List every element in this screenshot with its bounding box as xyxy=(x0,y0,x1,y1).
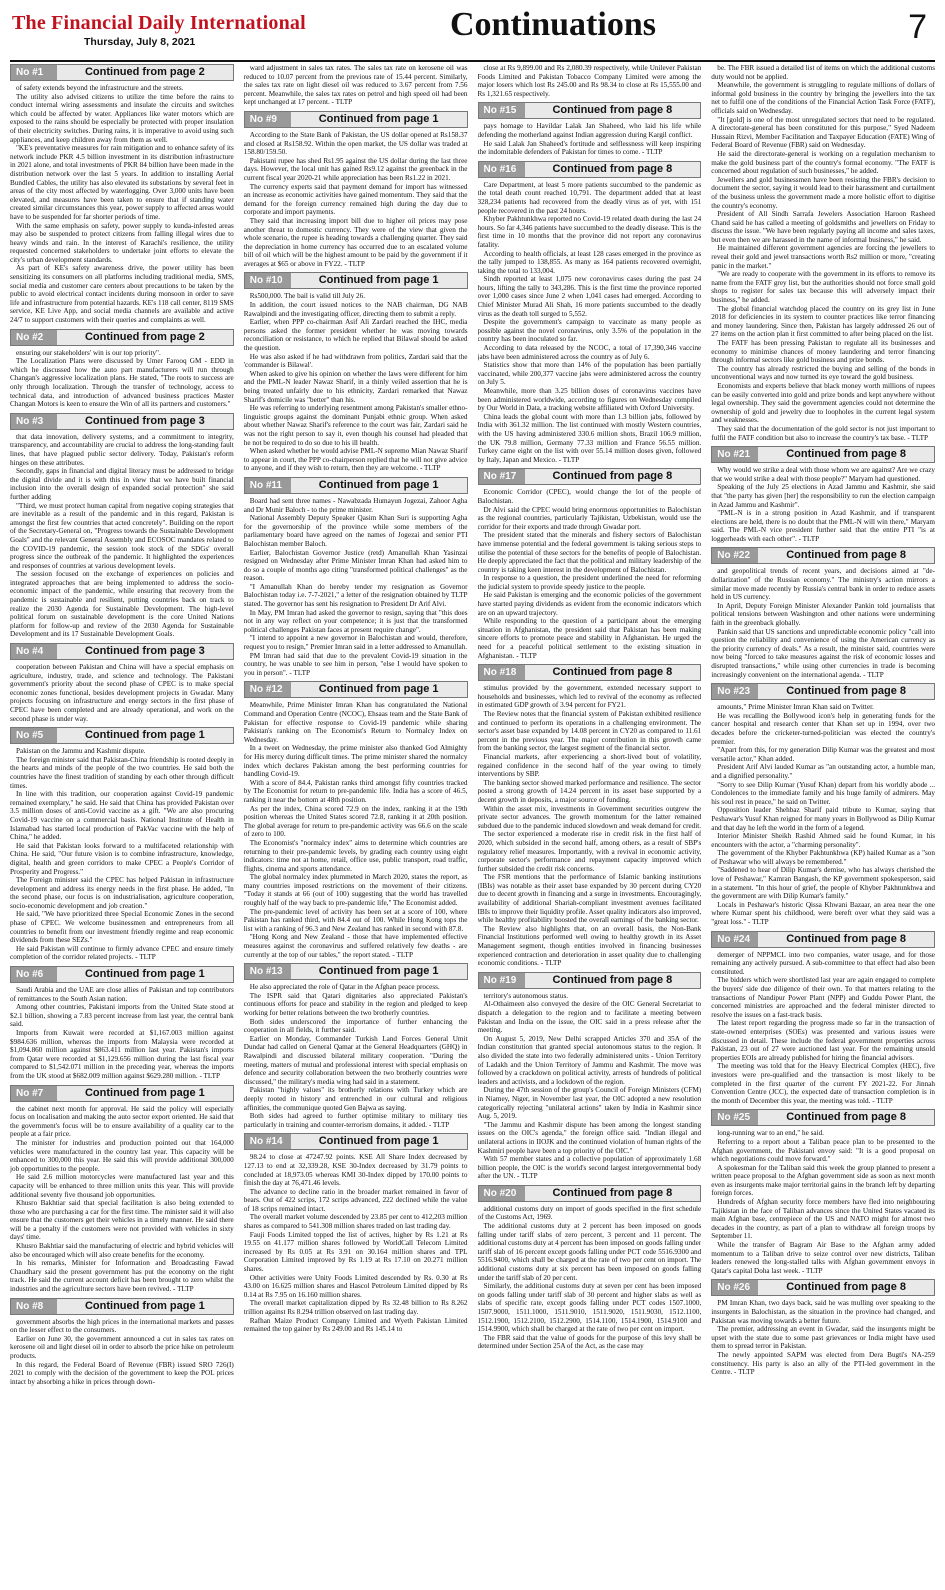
story-paragraph: Care Department, at least 5 more patients succumbed to the pandemic as the total death count reached 10,791. The department added that at least 328,234 patients had recovered from the deadly virus as of yet, with 151 people recovered in the past 24 hours. xyxy=(477,180,702,215)
continued-from-label: Continued from page 8 xyxy=(786,1111,907,1124)
story-paragraph: The meeting was told that for the Heavy Electrical Complex (HEC), five investors were pre-qualified and the transaction is most likely to be completed in the first quarter of the current FY 2021-22. For Jinnah Convention Centre (JCC), the expected date of transaction completion is in the month of December this year, the meeting was told. - TLTP xyxy=(711,1062,935,1105)
page-header xyxy=(10,6,935,62)
story xyxy=(711,1109,935,1275)
story-paragraph: In this regard, the Federal Board of Revenue (FBR) issued SRO 726(I) 2021 to comply with the decision of the government to keep the POL prices intact by absorbing a hike in prices through down- xyxy=(10,1360,234,1386)
continued-from-label: Continued from page 8 xyxy=(552,162,673,175)
story xyxy=(244,64,468,107)
story-number: No #2 xyxy=(11,330,57,345)
story-paragraph: stimulus provided by the government, extended necessary support to households and businesses, which led to revival of the economy as reflected in estimated GDP growth of 3.94 percent for FY21. xyxy=(477,684,702,710)
continued-from-label: Continued from page 1 xyxy=(84,1299,205,1312)
story-number: No #9 xyxy=(245,112,291,127)
story-paragraph: "The Jammu and Kashmir dispute has been among the longest standing issues on the OIC's agenda," the foreign office said. "Indian illegal and unilateral actions in IIOJK and the continued violation of human rights of the Kashmiri people have been a top priority of the OIC." xyxy=(477,1120,702,1155)
story-paragraph: He said 2.6 million motorcycles were manufactured last year and this capacity will be enhanced to three million units this year. This will provide additional seventy five thousand job opportunities. xyxy=(10,1173,234,1199)
continued-from-label: Continued from page 1 xyxy=(84,729,205,742)
story-header xyxy=(10,413,234,430)
story xyxy=(478,468,702,660)
story-number: No #1 xyxy=(11,65,57,80)
continued-from-label: Continued from page 8 xyxy=(786,932,907,945)
story xyxy=(244,111,468,269)
story-number: No #11 xyxy=(245,478,291,493)
story-paragraph: Pakistan on the Jammu and Kashmir dispute. xyxy=(16,747,146,756)
story xyxy=(478,1185,702,1351)
story xyxy=(10,966,234,1081)
story-paragraph: be. The FBR issued a detailed list of items on which the additional customs duty would not be applied. xyxy=(711,64,935,81)
story-header xyxy=(711,446,935,463)
story-paragraph: Both sides had agreed to further optimise military to military ties particularly in training and counter-terrorism domains, it added. - TLTP xyxy=(243,1112,468,1129)
continued-from-label: Continued from page 1 xyxy=(318,112,439,125)
story-paragraph: Both sides underscored the importance of further enhancing the cooperation in all fields, it further said. xyxy=(243,1017,468,1035)
story-number: No #12 xyxy=(245,682,291,697)
story-paragraph: As per the index, China scored 72.9 on the index, ranking it at the 19th position whereas the United States scored 72.8, ranking it at 20th position. The global average for return to pre-pandemic activity was 66.6 on the scale of zero to 100. xyxy=(243,804,468,839)
story xyxy=(10,1298,234,1387)
story-paragraph: Pakistan "highly values" its brotherly relations with Turkey which are deeply rooted in history and entrenched in our cultural and religious affinities, the communique quoted Gen Bajwa as saying. xyxy=(243,1086,468,1112)
story-paragraph: ward adjustment in sales tax rates. The sales tax rate on kerosene oil was reduced to 10.07 percent from the previous rate of 15.44 percent. Similarly, the sales tax rate on light diesel oil was reduced to 3.67 percent from 7.56 percent. Meanwhile, the sales tax rates on petrol and high speed oil had been kept unchanged at 17 percent. - TLTP xyxy=(243,64,468,107)
story-paragraph: Earlier, when PPP co-chairman Asif Ali Zardari reached the IHC, media persons asked the former president whether he was moving towards reconciliation or resistance, to which he replied that Bilawal should be asked the question. xyxy=(243,318,468,353)
story-number: No #24 xyxy=(712,932,758,947)
story-paragraph: According to the State Bank of Pakistan, the US dollar opened at Rs158.37 and closed at Rs158.92. Within the open market, the US dollar was traded at 158.80/159.50. xyxy=(243,130,468,157)
story-header xyxy=(478,1185,702,1202)
story-header xyxy=(711,1109,935,1126)
story-header xyxy=(10,727,234,744)
story-paragraph: The bidders which were shortlisted last year are again engaged to complete the buyers' side due diligence of their own. To that matters relating to the transactions of Nandipur Power Plant (NPP) and Guddu Power Plant, the concerned ministries are approached and the federal minister directed to resolve the issues on a fast-track basis. xyxy=(711,976,935,1019)
story-paragraph: President Arif Alvi lauded Kumar as "an outstanding actor, a humble man, and a dignified personality." xyxy=(711,763,935,780)
story xyxy=(10,1085,234,1294)
story-paragraph: Rs500,000. The bail is valid till July 26. xyxy=(249,292,366,301)
masthead: The Financial Daily International xyxy=(12,12,306,34)
story-number: No #3 xyxy=(11,414,57,429)
story-paragraph: The overall market capitalization dipped by Rs 32.48 billion to Rs 8.262 trillion against Rs 8.294 trillion observed on last trading day. xyxy=(243,1299,468,1316)
continued-from-label: Continued from page 8 xyxy=(786,448,907,461)
story-paragraph: that data innovation, delivery systems, and a commitment to integrity, transparency, and accountability are crucial to address the long-standing fault lines, that have plagued public sector delivery. Today, Pakistan's reform hinges on these attributes. xyxy=(10,432,234,467)
story-paragraph: He also appreciated the role of Qatar in the Afghan peace process. xyxy=(249,983,440,992)
column-4 xyxy=(711,64,935,1584)
story-paragraph: The Review notes that the financial system of Pakistan exhibited resilience and continued to perform its operations in a challenging environment. The sector's asset base expanded by 14.08 percent in CY20 as compared to 11.61 percent in the previous year. The major contribution in this growth came from the banking sector, the largest segment of the financial sector. xyxy=(477,710,702,753)
story-paragraph: amounts," Prime Minister Imran Khan said on Twitter. xyxy=(717,703,874,712)
story-paragraph: Interior Minister Sheikh Rashid Ahmed said he found Kumar, in his encounters with the actor, a "charming personality". xyxy=(711,832,935,849)
story-header xyxy=(478,468,702,485)
story-number: No #7 xyxy=(11,1086,57,1101)
continued-from-label: Continued from page 1 xyxy=(318,683,439,696)
story-paragraph: The government of the Khyber Pakhtunkhwa (KP) hailed Kumar as a "son of Peshawar who will always be remembered." xyxy=(711,849,935,866)
story-header xyxy=(10,643,234,660)
story-paragraph: The latest report regarding the progress made so far in the transaction of state-owned enterprises (SOEs) was presented and various issues were discussed in detail. These include the federal government properties across Pakistan, 23 out of 27 were auctioned last year. For the remaining unsold properties EOIs are already published for hiring the financial advisors. xyxy=(711,1019,935,1062)
story-paragraph: Khusro Bakhtiar said the manufacturing of electric and hybrid vehicles will also be encouraged which will also create benefits for the economy. xyxy=(10,1242,234,1259)
story xyxy=(711,446,935,543)
story-header xyxy=(10,329,234,346)
story-paragraph: "We are ready to cooperate with the government in its efforts to remove its name from the FATF grey list, but the authorities should not force small gold shops to register for sales tax because this will adversely impact their business," he added. xyxy=(711,270,935,305)
story xyxy=(711,683,935,926)
story xyxy=(244,963,468,1129)
story-paragraph: The overall market volume descended by 23.85 per cent to 412,203 million shares as compared to 541.308 million shares traded on last trading day. xyxy=(243,1213,468,1231)
story-paragraph: Referring to a report about a Taliban peace plan to be presented to the Afghan government, the Pakistani envoy said: "It is a good proposal on which negotiations could move forward." xyxy=(711,1137,935,1164)
continued-from-label: Continued from page 1 xyxy=(84,1086,205,1099)
story-header xyxy=(244,111,468,128)
story xyxy=(478,102,702,156)
story-paragraph: Khyber Pakhtunkhwa reported no Covid-19 related death during the last 24 hours. So far 4,346 patients have succumbed to the deadly disease. This is the first time in 10 months that the province did not report any coronavirus fatality. xyxy=(477,215,702,249)
story-paragraph: He said Pakistan is emerging and the economic policies of the government have started paying dividends as evident from the economic indicators which are on an upward trajectory. xyxy=(477,591,702,617)
story-paragraph: Rafhan Maize Product Company Limited and Wyeth Pakistan Limited remained the top gainer by Rs 249.00 and Rs 145.14 to xyxy=(243,1316,468,1334)
story-header xyxy=(711,931,935,948)
story-paragraph: National Assembly Deputy Speaker Qasim Khan Suri is supporting Agha for the governorship of the province while some members of the parliamentary board have agreed on the names of Jogezai and senior PTI Balochistan member Baloch. xyxy=(243,514,468,548)
story-number: No #6 xyxy=(11,967,57,982)
story-paragraph: Hundreds of Afghan security force members have fled into neighbouring Tajikistan in the face of Taliban advances since the United States vacated its main Afghan base, centrepiece of the US and NATO might for almost two decades in the country, as part of a plan to withdraw all foreign troops by September 11. xyxy=(711,1198,935,1241)
story-paragraph: The premier, addressing an event in Gwadar, said the insurgents might be upset with the state due to some past grievances or India might have used them to spread terror in Pakistan. xyxy=(711,1325,935,1351)
story-number: No #8 xyxy=(11,1299,57,1314)
story-number: No #13 xyxy=(245,964,291,979)
story-paragraph: The Localization Plans were discussed by Umer Farooq GM - EDD in which he discussed how the auto part manufacturers will run through Changan's aggressive localization plans. He stated, "The roots to success are only through localization. Through the transfer of technology, access to technical data, and introduction of advanced business practices Master Changan Motors is keen to ensure the Win of all its partners and customers." xyxy=(10,357,234,409)
story-paragraph: According to health officials, at least 128 cases emerged in the province as the tally jumped to 138,855. As many as 164 patients recovered overnight, taking the total to 133,004. xyxy=(477,249,702,275)
story-paragraph: They said that the documentation of the gold sector is not just important to fulfil the FATF condition but also to increase the country's tax base. - TLTP xyxy=(711,424,935,442)
story-paragraph: The Review also highlights that, on an overall basis, the Non-Bank Financial Institutions performed well owing to healthy growth in its Asset Management segment, though entities involved in financing businesses experienced contraction and deterioration in asset quality due to challenging economic conditions. - TLTP xyxy=(477,924,702,968)
story-paragraph: demerger of NPPMCL into two companies, water usage, and for those remaining any actively pursued. A sub-committee to that effect had also been constituted. xyxy=(711,950,935,976)
story-paragraph: PM Imran Khan, two days back, said he was mulling over speaking to the insurgents in Balochistan, as the situation in the province had changed, and Pakistan was moving towards a better future. xyxy=(711,1299,935,1325)
story-paragraph: Economists and experts believe that black money worth millions of rupees can be easily converted into gold and prize bonds and kept anywhere without legal ownership. They said the government agencies could not determine the ownership of gold and jewelry due to loopholes in the current legal system and weaknesses. xyxy=(711,381,935,425)
story-paragraph: Despite the government's campaign to vaccinate as many people as possible against the novel coronavirus, only 3.5% of the population in the country has been inoculated so far. xyxy=(477,318,702,344)
story-number: No #5 xyxy=(11,728,57,743)
story-header xyxy=(244,272,468,289)
story-header xyxy=(10,1085,234,1102)
story-paragraph: government absorbs the high prices in the international markets and passes on the lesser effect to the consumers. xyxy=(10,1317,234,1335)
story-paragraph: "It [gold] is one of the most unregulated sectors that need to be regulated. A directorate-general has been constituted for this purpose," Syed Nadeem Hussain Rizvi, Member Facilitation and Taxpayer Education (FATE) Wing of Federal Board of Revenue (FBR) said on Wednesday. xyxy=(711,115,935,150)
article-columns xyxy=(10,64,935,1584)
story-paragraph: Economic Corridor (CPEC), would change the lot of the people of Balochistan. xyxy=(477,488,702,505)
continued-from-label: Continued from page 8 xyxy=(552,1186,673,1199)
story-header xyxy=(711,1279,935,1296)
column-1 xyxy=(10,64,234,1584)
story-paragraph: Earlier on Monday, Commander Turkish Land Forces General Umit Dundar had called on General Qamar at the General Headquarters (GHQ) in Rawalpindi and discussed bilateral military cooperation. "During the meeting, matters of mutual and professional interest with special emphasis on defence and security collaboration between the two brotherly countries were discussed," the military's media wing had said in a statement. xyxy=(243,1034,468,1086)
story-header xyxy=(244,681,468,698)
story-paragraph: "Third, we must protect human capital from negative coping strategies that are inevitable as a result of the pandemic and in this regard, Pakistan is amongst the first few countries that acted concretely". Building on the report of the Secretary-General on, "Progress towards the Sustainable Development Goals" and the relevant General Assembly and ECOSOC mandates related to the COVID-19 pandemic, the session took stock of the SDGs' overall progress since the outbreak of the pandemic. It highlighted the experiences and responses of countries at various development levels. xyxy=(10,501,234,570)
column-3 xyxy=(478,64,702,1584)
story xyxy=(244,272,468,472)
story-paragraph: Earlier, Balochistan Governor Justice (retd) Amanullah Khan Yasinzai resigned on Wednesday after Prime Minister Imran Khan had asked him to do so a couple of months ago citing "transformed political challenges" as the reason. xyxy=(243,548,468,583)
story xyxy=(711,931,935,1106)
story-paragraph: On August 5, 2019, New Delhi scrapped Articles 370 and 35A of the Indian constitution that granted special autonomous status to the region. It also divided the state into two federally administered units - Union Territory of Ladakh and the Union Territory of Jammu and Kashmir. The move was followed by a crackdown on political activity, arrests of hundreds of political leaders and activists, and a lockdown of the region. xyxy=(477,1034,702,1086)
story-paragraph: He said Lalak Jan Shaheed's fortitude and selflessness will keep inspiring the indomitable defenders of Pakistan for times to come. - TLTP xyxy=(477,139,702,157)
story-paragraph: In April, Deputy Foreign Minister Alexander Pankin told journalists that political tensions between Washington and other nations were undermining faith in the greenback globally. xyxy=(711,601,935,628)
continued-from-label: Continued from page 1 xyxy=(84,968,205,981)
continued-from-label: Continued from page 8 xyxy=(552,470,673,483)
story-paragraph: The ISPR said that Qatari dignitaries also appreciated Pakistan's continuous efforts for peace and stability in the region and pledged to keep working for better relations between the two brotherly countries. xyxy=(243,991,468,1017)
story-number: No #15 xyxy=(479,103,525,118)
continued-from-label: Continued from page 1 xyxy=(318,478,439,491)
story-paragraph: While responding to the question of a participant about the emerging situation in Afghanistan, the president said that Pakistan has been making sincere efforts to promote peace and stability in Afghanistan. He urged the need for a peaceful political settlement to the existing situation in Afghanistan. - TLTP xyxy=(477,617,702,660)
story xyxy=(711,1279,935,1376)
story-paragraph: He said, "We have prioritized three Special Economic Zones in the second phase of CPEC. We welcome businessmen and entrepreneurs from all countries to benefit from our investment friendly regime and reap economic dividends from these SEZs." xyxy=(10,910,234,945)
story-header xyxy=(478,161,702,178)
story-number: No #20 xyxy=(479,1186,525,1201)
column-2 xyxy=(244,64,468,1584)
story-header xyxy=(478,102,702,119)
story-paragraph: According to data released by the NCOC, a total of 17,390,346 vaccine jabs have been administered across the country as of July 6. xyxy=(477,344,702,361)
story-paragraph: The FBR said that the value of goods for the purpose of this levy shall be determined under Section 25A of the Act, as the case may xyxy=(477,1333,702,1351)
story-paragraph: The global financial watchdog placed the country on its grey list in June 2018 for deficiencies in its system to counter practices like terror financing and money laundering. Since then, Pakistan has largely addressed 26 out of 27 items on the action plan it first committed to after being placed on the list. xyxy=(711,304,935,339)
story-paragraph: Dr Alvi said the CPEC would bring enormous opportunities to Balochistan as the regional countries, particularly Tajikistan, Uzbekistan, would use the corridor for their exports and trade through Gwadar port. xyxy=(477,505,702,531)
continued-from-label: Continued from page 8 xyxy=(552,973,673,986)
story-paragraph: Fauji Foods Limited topped the list of actives, higher by Rs 1.21 at Rs 19.55 on 41.177 million shares followed by WorldCall Telecom Limited increased by Rs 0.05 at Rs 3.91 on 30.164 million shares and TPL Corporation Limited improved by Rs 1.19 at Rs 17.10 on 20.271 million shares. xyxy=(243,1230,468,1274)
story-paragraph: "PML-N is in a strong position in Azad Kashmir, and if transparent elections are held, there is no doubt that the PML-N will win there," Maryam said. The PML-N vice president further said that the entire PTI "is at loggerheads with each other". - TLTP xyxy=(711,509,935,543)
story-paragraph: In his remarks, Minister for Information and Broadcasting Fawad Chaudhary said the present government has put the economy on the right track. He said the current account deficit has been brought to zero whilst the industries and the agriculture sectors have been revived. - TLTP xyxy=(10,1259,234,1294)
story-header xyxy=(244,963,468,980)
continued-from-label: Continued from page 1 xyxy=(318,274,439,287)
story-header xyxy=(10,1298,234,1315)
story xyxy=(711,64,935,442)
story-paragraph: Meanwhile, the government is struggling to regulate millions of dollars of informal gold business in the country by bringing the jewellers into the tax net to fulfil one of the conditions of the Financial Action Task Force (FATF), officials said on Wednesday. xyxy=(711,81,935,115)
story-paragraph: Meanwhile, Prime Minister Imran Khan has congratulated the National Command and Operation Centre (NCOC), Ehsaas team and the State Bank of Pakistan for effective response to Covid-19 pandemic while sharing Pakistan's ranking on The Economist's Return to Normalcy Index on Wednesday. xyxy=(243,701,468,744)
story xyxy=(10,727,234,962)
story-paragraph: Statistics show that more than 14% of the population has been partially vaccinated, while 200,377 vaccine jabs were administered across the country on July 5. xyxy=(477,361,702,387)
story-paragraph: He maintained different government agencies are forcing the jewellers to reveal their gold and jewel transactions worth Rs2 million or more, "creating panic in the market." xyxy=(711,244,935,270)
story-paragraph: ensuring our stakeholders' win is our top priority". xyxy=(16,348,161,357)
story-header xyxy=(478,972,702,989)
story xyxy=(478,972,702,1181)
story-paragraph: In line with this tradition, our cooperation against Covid-19 pandemic remained exemplary," he said. He said that China has provided Pakistan over 3.5 million doses of anti-Covid vaccine as a gift. "We are also procuring Covid-19 vaccine on a commercial basis. National Institute of Health in Islamabad has started local production of PakVac vaccine with the help of China," he added. xyxy=(10,790,234,842)
story xyxy=(478,664,702,968)
story-paragraph: When asked whether he would advise PML-N supremo Mian Nawaz Sharif to appear in court, the PPP co-chairperson replied that he will not give advice to anyone, and if they wish to return, then they are welcome. - TLTP xyxy=(243,447,468,473)
story-paragraph: Saudi Arabia and the UAE are close allies of Pakistan and top contributors of remittances to the South Asian nation. xyxy=(10,986,234,1003)
story-paragraph: Meanwhile, more than 3.25 billion doses of coronavirus vaccines have been administered worldwide, according to figures on Wednesday compiled by Our World in Data, a tracking website affiliated with Oxford University. xyxy=(477,387,702,413)
story-paragraph: close at Rs 9,899.00 and Rs 2,080.39 respectively, while Unilever Pakistan Foods Limited and Pakistan Tobacco Company Limited were among the major losers which lost Rs 245.00 and Rs 98.34 to close at Rs 15,555.00 and Rs 1,321.65 respectively. xyxy=(477,64,702,98)
story-paragraph: Imports from Kuwait were recorded at $1,167.003 million against $984.636 million, whereas the imports from Malaysia were recorded at $1,094.860 million against $863.411 million last year. Pakistan's imports from Qatar were recorded at $1,129.656 million during the last fiscal year compared to $1,542.071 million in the preceding year, whereas the imports from the UK stood at $682.009 million against $629.280 million. - TLTP xyxy=(10,1029,234,1080)
story-paragraph: additional customs duty on import of goods specified in the first schedule of the Customs Act, 1969. xyxy=(477,1204,702,1222)
story-paragraph: Sindh reported at least 1,075 new coronavirus cases during the past 24 hours, lifting the tally to 343,286. This is the first time the province reported over 1,000 cases since June 2 when 1,041 cases had emerged. According to Chief Minister Murad Ali Shah, 16 more patients succumbed to the deadly virus as the death toll surged to 5,552. xyxy=(477,275,702,318)
story xyxy=(711,547,935,679)
story-paragraph: "I Amanullah Khan do hereby tender my resignation as Governor Balochistan today i.e. 7-7-2021," a letter of the resignation obtained by TLTP stated. The governor has sent his resignation to President Dr Arif Alvi. xyxy=(243,582,468,609)
story-paragraph: Similarly, the additional customs duty at seven per cent has been imposed on goods falling under tariff slab of 30 percent and higher slabs as well as slabs of specific rate, except goods falling under PCT codes 1507.1000, 1507.9000, 1511.1000, 1511.9010, 1511.9020, 1511.9030, 1512.1100, 1512.1900, 1512.2100, 1512.2900, 1514.1100, 1514.1900, 1514.9100 and 1514.9900, which shall be charged at the rate of two per cent on import. xyxy=(477,1282,702,1334)
story-number: No #17 xyxy=(479,469,525,484)
story-paragraph: The Foreign minister said the CPEC has helped Pakistan in infrastructure development and address its energy needs in the first phase. He added, "In the second phase, our focus is on industrialisation, agriculture cooperation, socio-economic development and job creation." xyxy=(10,876,234,910)
story-paragraph: The president stated that the minerals and fishery sectors of Balochistan have immense potential and the federal government is taking serious steps to utilise the potential of these sectors for the benefits of people of Balochistan. He deeply appreciated the fact that the political and military leadership of the country is taking keen interest in the development of Balochistan. xyxy=(477,531,702,574)
continued-from-label: Continued from page 3 xyxy=(84,414,205,427)
story-paragraph: China leads the global count with more than 1.3 billion jabs, followed by India with 361.32 million. The list continued with mostly Western countries, with the US having administered 330.6 million shots, Brazil 106.9 million, the UK 79.8 million, Germany 77.33 million and France 56.55 million. Turkey came eight on the list with over 55.14 million doses given, followed by Italy, Japan and Mexico. - TLTP xyxy=(477,412,702,464)
story xyxy=(10,643,234,723)
story-paragraph: Secondly, gaps in financial and digital literacy must be addressed to bridge the digital divide and it is with this in view that we have built financial inclusion into the overall design of expanded social protection" she said further adding xyxy=(10,467,234,501)
story-paragraph: The global normalcy index plummeted in March 2020, states the report, as many countries imposed restrictions on the movement of their citizens. "Today it stands at 66 (out of 100) suggesting that the world has travelled roughly half of the way back to pre-pandemic life," The Economist added. xyxy=(243,873,468,908)
story-number: No #18 xyxy=(479,665,525,680)
story-paragraph: Khusro Bakhtiar said that special facilitation is also being extended to those who are purchasing a car for the first time. The minister said it will also ensure that the customers get their vehicles in a timely manner. He said there will be a penalty if the customers were not provided with vehicles in sixty days' time. xyxy=(10,1199,234,1242)
continued-from-label: Continued from page 8 xyxy=(786,1281,907,1294)
story-header xyxy=(478,664,702,681)
continued-from-label: Continued from page 8 xyxy=(552,104,673,117)
story-number: No #10 xyxy=(245,273,291,288)
story-paragraph: While the transfer of Bagram Air Base to the Afghan army added momentum to a Taliban drive to seize control over new districts, Taliban leaders renewed the long-stalled talks with Afghan government envoys in Qatar's capital Doha last week. - TLTP xyxy=(711,1241,935,1275)
story-paragraph: Locals in Peshawar's historic Qissa Khwani Bazaar, an area near the one where Kumar spent his childhood, were bereft over what they said was a "great loss." - TLTP xyxy=(711,900,935,927)
continued-from-label: Continued from page 2 xyxy=(84,330,205,343)
story-paragraph: The Economist's "normalcy index" aims to determine which countries are returning to their pre-pandemic levels, by grading each country using eight indicators: time not at home, retail, office use, public transport, road traffic, flights, cinema and sports attendance. xyxy=(243,838,468,873)
story-paragraph: Earlier on June 30, the government announced a cut in sales tax rates on kerosene oil and light diesel oil in order to absorb the price hike on petroleum products. xyxy=(10,1334,234,1360)
story-paragraph: Opposition leader Shehbaz Sharif paid tribute to Kumar, saying that Peshawar's Yusuf Khan reigned for many years in Bollywood as Dilip Kumar and that day he left the world in the form of a legend. xyxy=(711,806,935,832)
story-number: No #16 xyxy=(479,162,525,177)
story xyxy=(478,161,702,465)
story-header xyxy=(711,683,935,700)
story xyxy=(10,413,234,639)
continued-from-label: Continued from page 8 xyxy=(786,685,907,698)
story-paragraph: The currency experts said that payment demand for import has witnessed an increase as economic activities have gained momentum. They said that the demand for the foreign currency remained high during the day due to corporate and import payments. xyxy=(243,182,468,217)
story-number: No #23 xyxy=(712,684,758,699)
story-paragraph: 98.24 to close at 47247.92 points. KSE All Share Index decreased by 127.13 to end at 32,339.28, KSE 30-Index decreased by 31.79 points to concluded at 18,973.05 whereas KMI 30-Index dipped by 170.00 points to finish the day at 76,471.46 levels. xyxy=(243,1153,468,1188)
story-paragraph: The sector experienced a moderate rise in credit risk in the first half of 2020, which subsided in the second half, among others, as a result of SBP's regulatory relief measures. Importantly, with a revival in economic activity, corporate sector's performance and repayment capacity improved which further subsided the credit risk concerns. xyxy=(477,830,702,873)
story-number: No #26 xyxy=(712,1280,758,1295)
continued-from-label: Continued from page 3 xyxy=(84,645,205,658)
story-paragraph: He said the directorate-general is working on a regulation mechanism to make the gold business part of the country's formal economy. "The FATF is concerned about regulation of such businesses," he added. xyxy=(711,149,935,176)
story-number: No #25 xyxy=(712,1110,758,1125)
story-paragraph: The additional customs duty at 2 percent has been imposed on goods falling under tariff slabs of zero percent, 3 percent and 11 percent. The additional customs duty at 4 percent has been imposed on goods falling under tariff slab of 16 percent except goods falling under PCT code 5516.9300 and 5516.9400, which shall be charged at the rate of two per cent on import. The additional customs duty at six percent has been imposed on goods falling under the tariff slab of 20 per cent. xyxy=(477,1222,702,1282)
story-paragraph: Within the asset mix, investments in Government securities outgrew the private sector advances. The growth momentum for the latter remained subdued due to the pandemic induced slowdown and weak demand for credit. xyxy=(477,804,702,830)
story-header xyxy=(711,547,935,564)
story-paragraph: Financial markets, after experiencing a short-lived bout of volatility, regained confidence in the second half of the year owing to timely interventions by SBP. xyxy=(477,752,702,779)
story-paragraph: Board had sent three names - Nawabzada Humayun Jogezai, Zahoor Agha and Dr Munir Baloch - to the prime minister. xyxy=(243,496,468,514)
continued-from-label: Continued from page 8 xyxy=(552,666,673,679)
story-paragraph: "Apart from this, for my generation Dilip Kumar was the greatest and most versatile actor," Khan added. xyxy=(711,746,935,763)
story-paragraph: Pankin said that US sanctions and unpredictable economic policy "call into question the reliability and convenience of using the American currency as the priority currency of deals." As a result, the minister said, countries were now being "forced to take measures against the risk of economic losses and disrupted transactions," while using other currencies in trade is becoming increasingly convenient on the international agenda. - TLTP xyxy=(711,627,935,679)
story-paragraph: With a score of 84.4, Pakistan ranks third amongst fifty countries tracked by The Economist for return to pre-pandemic life. India has a score of 46.5, ranking it near the bottom at 48th position. xyxy=(243,778,468,804)
story-paragraph: The foreign minister said that Pakistan-China friendship is rooted deeply in the hearts and minds of the people of the two countries. He said both the countries have the finest tradition of standing by each other through difficult times. xyxy=(10,755,234,790)
story-paragraph: Al-Othaimeen also conveyed the desire of the OIC General Secretariat to dispatch a delegation to the region and to facilitate a meeting between Pakistan and India on the issue, the OIC said in a press release after the meeting. xyxy=(477,1000,702,1035)
story-paragraph: of safety extends beyond the infrastructure and the streets. xyxy=(16,84,184,92)
story-paragraph: The FATF has been pressing Pakistan to regulate all its businesses and economy to minimise chances of money laundering and terror financing through informal sectors like gold business and prize bonds. xyxy=(711,339,935,365)
continued-from-label: Continued from page 2 xyxy=(84,66,205,78)
story xyxy=(244,1133,468,1333)
story-paragraph: the cabinet next month for approval. He said the policy will especially focus on localisation and making the auto sector export oriented. He said that the government's focus will be to ensure availability of a quality car to the people at a fair price. xyxy=(10,1104,234,1139)
story xyxy=(10,329,234,409)
continued-from-label: Continued from page 1 xyxy=(318,965,439,978)
story-number: No #19 xyxy=(479,973,525,988)
story-paragraph: and geopolitical trends of recent years, and decisions aimed at "de-dollarization" of the Russian economy." The ministry's action mirrors a similar move made recently by Russia's central bank in order to reduce assets held in US currency. xyxy=(711,567,935,602)
story-paragraph: cooperation between Pakistan and China will have a special emphasis on agriculture, industry, trade, and science and technology. The Pakistani government's priority about the second phase of CPEC is to make special economic zones functional, besides development projects in Gwadar. Many projects focusing on infrastructure and energy sectors in the first phase of CPEC have been completed and are already operational, and work on the second phase is under way. xyxy=(10,663,234,723)
story-paragraph: The newly appointed SAPM was elected from Dera Bugti's NA-259 constituency. His party is also an ally of the PTI-led government in the Centre. - TLTP xyxy=(711,1350,935,1377)
story-paragraph: The country has already restricted the buying and selling of the bonds in unconventional ways and now turned its eye toward the gold business. xyxy=(711,364,935,382)
story-paragraph: "Hong Kong and New Zealand - those that have implemented effective measures against the coronavirus and suffered relatively few deaths - are currently at the top of our tables," the report stated. - TLTP xyxy=(243,933,468,959)
story-paragraph: "KE's preventative measures for rain mitigation and to enhance safety of its network include PKR 4.5 billion investment in its distribution infrastructure in 2021 alone, and total investments of PKR 84 billion have been made in the distribution network over the last 5 years. In addition to installing Aerial Bundled Cables, the utility has also elevated its substations by several feet in areas of the city most affected by waterlogging. Over 3,000 units have been elevated, and measures have been taken to ensure that if standing water created similar circumstances this year, power supply to affected areas would have to be suspended for far shorter periods of time. xyxy=(10,144,234,221)
story xyxy=(244,477,468,677)
story-paragraph: They said that increasing import bill due to higher oil prices may pose another threat to domestic currency. They were of the view that given the whole scenario, the rupee is heading towards a challenging quarter. They said the depreciation in home currency has occurred due to an escalated volume bill of oil which will be the highest amount to be paid by the government if it averages at $65 or above in FY22. - TLTP xyxy=(243,216,468,268)
story-number: No #21 xyxy=(712,447,758,462)
story-paragraph: He was also asked if he had withdrawn from politics, Zardari said that the 'commander is Bilawal'. xyxy=(243,352,468,370)
section-title: Continuations xyxy=(450,6,656,43)
story-paragraph: The FSR mentions that the performance of Islamic banking institutions (IBIs) was notable as their asset base expanded by 30 percent during CY20 due to decent growth in financing and a surge in investments. Encouragingly, availability of additional Shariah-compliant investment avenues facilitated IBIs to improve their liquidity profile. Asset quality indicators also improved, while healthy profitability boosted the overall earnings of the banking sector. xyxy=(477,873,702,925)
story-paragraph: The session focused on the exchange of experiences on policies and integrated approaches that are being implemented to address the socio-economic impact of the pandemic, while ensuring that recovery from the pandemic is sustainable and resilient, putting countries back on track to realize the 2030 Agenda for Sustainable Development. The high-level political forum on sustainable development is the core United Nations platform for follow-up and review of the 2030 Agenda for Sustainable Development and its 17 Sustainable Development Goals. xyxy=(10,570,234,639)
story-paragraph: During the 47th session of the group's Council of Foreign Ministers (CFM) in Niamey, Niger, in November last year, the OIC adopted a new resolution categorically rejecting "unilateral actions" taken by India in Kashmir since Aug. 5, 2019. xyxy=(477,1086,702,1121)
story-paragraph: With 57 member states and a collective population of approximately 1.68 billion people, the OIC is the world's second largest intergovernmental body after the UN. - TLTP xyxy=(477,1155,702,1181)
story-paragraph: Pakistani rupee has shed Rs1.95 against the US dollar during the last three days. However, the local unit has gained Rs9.12 against the greenback in the current fiscal year 2020-21 while appreciation has been Rs1.22 in 2021. xyxy=(243,156,468,182)
dateline: Thursday, July 8, 2021 xyxy=(84,36,196,48)
story-paragraph: "I intend to appoint a new governor in Balochistan and would, therefore, request you to resign," Premier Imran said in a letter addressed to Amanullah. xyxy=(243,634,468,652)
continued-from-label: Continued from page 8 xyxy=(786,549,907,562)
story-paragraph: He said that Pakistan looks forward to a multifaceted relationship with China. He said, "Our future vision is to combine infrastructure, knowledge, digital, health and green corridors to make CPEC a People's Corridor of Prosperity and Progress." xyxy=(10,841,234,876)
story-paragraph: "Sorry to see Dilip Kumar (Yusuf Khan) depart from his worldly abode ... Condolences to the immediate family and his huge family of admirers. May his soul rest in peace," he said on Twitter. xyxy=(711,780,935,806)
story-paragraph: With the same emphasis on safety, power supply to kunda-infested areas may also be suspended to protect citizens from falling illegal wires due to heavy winds and rain. In the interest of Karachi's resilience, the utility requested concerned stakeholders to undertake joint efforts to elevate the city's urban development standards. xyxy=(10,221,234,264)
story-paragraph: Other activities were Unity Foods Limited descended by Rs. 0.30 at Rs 43.00 on 16.625 million shares and Hascol Petroleum Limited dipped by Rs 0.14 at Rs 7.95 on 16.160 million shares. xyxy=(243,1273,468,1299)
continued-from-label: Continued from page 1 xyxy=(318,1135,439,1148)
story-paragraph: The banking sector showed marked performance and resilience. The sector posted a strong growth of 14.24 percent in its asset base supported by a decent growth in deposits, a major source of funding. xyxy=(477,778,702,804)
story-paragraph: long-running war to an end," he said. xyxy=(717,1129,824,1138)
story-paragraph: In May, PM Imran had asked the governor to resign, saying that "this does not in any way reflect on your competence; it is just that the transformed political challenges Pakistan faces at present require change". xyxy=(243,608,468,634)
story-paragraph: The pre-pandemic level of activity has been set at a score of 100, where Pakistan has ranked third, with 84.4 out of 100. While Hong Kong tops the list with a ranking of 96.3 and New Zealand has ranked in second with 87.8. xyxy=(243,907,468,933)
story-number: No #4 xyxy=(11,644,57,659)
story-header xyxy=(10,64,234,81)
story-paragraph: Among other countries, Pakistani imports from the United State stood at $2.1 billion, showing a 7.83 percent increase from last year, the central bank said. xyxy=(10,1003,234,1029)
story-paragraph: In response to a question, the president underlined the need for reforming the judicial system to provide speedy justice to the people. xyxy=(477,574,702,591)
story-paragraph: As part of KE's safety awareness drive, the power utility has been sensitizing its consumers on all platforms including traditional media, SMS, social media and customer care centers about precautions to be taken by the public to avoid electrical contact incidents during monsoon in order to save life and infrastructure from potential hazards. KE's 118 call center, 8119 SMS service, KE Live App, and social media channels are available and active 24/7 to support customers with their queries and complaints as well. xyxy=(10,264,234,325)
story-header xyxy=(10,966,234,983)
story-paragraph: pays homage to Havildar Lalak Jan Shaheed, who laid his life while defending the motherland against Indian aggression during Kargil conflict. xyxy=(477,122,702,139)
story-paragraph: PM Imran had said that due to the prevalent Covid-19 situation in the country, he was unable to see him in person, "else I would have spoken to you in person". - TLTP xyxy=(243,651,468,677)
story-paragraph: Why would we strike a deal with those whom we are against? Are we crazy that we would strike a deal with those people?" Maryam had questioned. xyxy=(711,466,935,483)
story-paragraph: He said Pakistan will continue to firmly advance CPEC and ensure timely completion of the corridor related projects. - TLTP xyxy=(10,944,234,962)
story-paragraph: The minister for industries and production pointed out that 164,000 vehicles were manufactured in the country last year. This capacity will be enhanced to 300,000 this year. He said this will provide additional 300,000 job opportunities to the people. xyxy=(10,1138,234,1173)
story xyxy=(244,681,468,959)
story xyxy=(478,64,702,98)
story-paragraph: In addition, the court issued notices to the NAB chairman, DG NAB Rawalpindi and the investigating officer, directing them to submit a reply. xyxy=(243,301,468,318)
story-header xyxy=(244,1133,468,1150)
story-paragraph: When asked to give his opinion on whether the laws were different for him and the PML-N leader Nawaz Sharif, in a thinly veiled assertion that he is being treated unfairly due to his ethnicity, Zardari remarked that Nawaz Sharif's domicile was "better" than his. xyxy=(243,369,468,404)
story-paragraph: In a tweet on Wednesday, the prime minister also thanked God Almighty for His mercy during difficult times. The prime minister shared the normalcy index which declares Pakistan among the best performing countries for handling Covid-19. xyxy=(243,744,468,779)
story-paragraph: The advance to decline ratio in the broader market remained in favor of bears. Out of 422 scrips, 172 scrips advanced, 222 declined while the value of 18 scrips remained intact. xyxy=(243,1187,468,1213)
story-paragraph: The utility also advised citizens to utilize the time before the rains to conduct internal wiring assessments and insulate the circuits and switches which could be affected by water. Appliances like water motors which are exposed to the rains should be especially be protected with proper insulation of their electricity switches. During rains, it is imperative to avoid using such appliances, and keep children away from them as well. xyxy=(10,92,234,144)
story-header xyxy=(244,477,468,494)
story-paragraph: He was recalling the Bollywood icon's help in generating funds for the cancer hospital and research center that Khan set up in 1994, over two decades before the cricketer-turned-politician was elected the country's premier. xyxy=(711,711,935,746)
story-paragraph: A spokesman for the Taliban said this week the group planned to present a written peace proposal to the Afghan government side as soon as next month even as insurgents make major territorial gains in the branch left by departing foreign forces. xyxy=(711,1163,935,1198)
story-paragraph: "Saddened to hear of Dilip Kumar's demise, who has always cherished the love of Peshawar," Kamran Bangash, the KP government spokesperson, said in a statement. "In this hour of grief, the people of Khyber Pakhtunkhwa and the government are with Dilip Kumar's family." xyxy=(711,866,935,901)
story-number: No #14 xyxy=(245,1134,291,1149)
story xyxy=(10,64,234,325)
story-paragraph: Jewellers and gold businessmen have been resisting the FBR's decision to document the sector, saying it would lead to their harassment and curtailment of the business unless the government made a more holistic effort to digitise the country's economy. xyxy=(711,175,935,210)
story-paragraph: Speaking of the July 25 elections in Azad Jammu and Kashmir, she said that "the party has given [her] the responsibility to run the election campaign in Azad Jammu and Kashmir". xyxy=(711,483,935,509)
page-number: 7 xyxy=(908,8,927,46)
story-paragraph: He was referring to underlying resentment among Pakistan's smaller ethno-linguistic groups against the dominant Punjabi ethnic group. When asked about whether Nawaz Sharif's reference to the court was fair, Zardari said he was not the right person to say it, even though his counsel had pleaded that he not be required to do so due to his ill health. xyxy=(243,404,468,447)
story-paragraph: President of All Sindh Sarrafa Jewelers Association Haroon Rasheed Chand said he has called a meeting of goldsmiths and jewellers on Friday to discuss the issue. "We have been regularly paying all income and sales taxes, but even then we are harassed in the name of informal business," he said. xyxy=(711,210,935,244)
story-number: No #22 xyxy=(712,548,758,563)
story-paragraph: territory's autonomous status. xyxy=(483,991,569,1000)
